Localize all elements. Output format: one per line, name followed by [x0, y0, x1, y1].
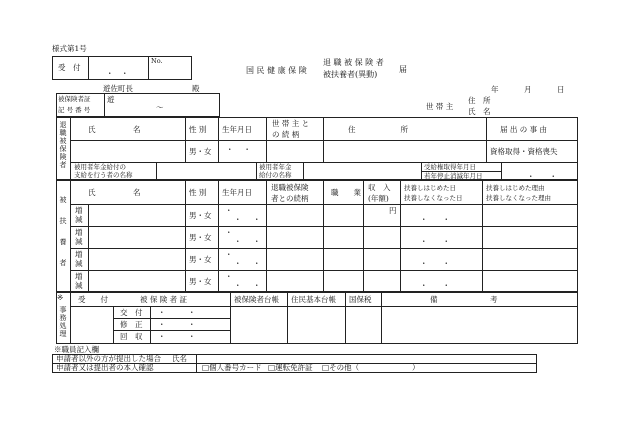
form-number: 様式第1号	[52, 44, 87, 53]
reception-no-label: No.	[151, 57, 163, 65]
office-side-label: 事務処理	[59, 306, 67, 338]
reception-label: 受 付	[58, 63, 81, 72]
pension-name-label-1: 被用者年金	[259, 163, 292, 171]
office-row-issue-marks: ・ ・	[158, 308, 196, 317]
dependent-row-2-increase: 増	[75, 228, 83, 237]
dependent-row-1-date-marks: ・ ・	[420, 215, 450, 224]
dependent-row-2-date-marks: ・ ・	[420, 237, 450, 246]
insured-header-reason: 届 出 の 事 由	[500, 125, 548, 134]
office-row-collect-marks: ・ ・	[158, 332, 196, 341]
dependents-header-reason-1: 扶養しはじめた理由	[486, 184, 545, 192]
dependents-header-start-date-1: 扶養しはじめた日	[404, 184, 456, 192]
dependents-header-relation-1: 退職被保険	[271, 183, 309, 192]
householder-name-label: 氏 名	[468, 107, 491, 116]
certificate-tilde: ～	[156, 103, 164, 112]
date-month: 月	[524, 85, 532, 94]
income-unit: 円	[389, 206, 397, 215]
office-header-ledger: 被保険者台帳	[234, 295, 279, 304]
office-row-fix-label: 修 正	[120, 320, 143, 329]
dependent-row-1-increase: 増	[75, 206, 83, 215]
staff-note: ※職員記入欄	[54, 345, 99, 354]
certificate-prefix: 遊	[107, 95, 115, 104]
applicant-label: 申請者以外の方が提出した場合	[56, 354, 161, 363]
dependents-header-name: 氏 名	[88, 188, 141, 197]
dependent-row-4-gender: 男・女	[189, 277, 212, 286]
id-check-option-other[interactable]: □その他（	[322, 363, 360, 372]
dependents-header-income-1: 収 入	[368, 183, 391, 192]
date-year: 年	[491, 85, 499, 94]
form-page: 様式第1号 受 付 ・ ・ No. 遊佐町長 殿 国 民 健 康 保 険 退 職 被 保 険 者 被扶養者(異動) 届 年 月 日 被保険者証 記 号 番 号 遊 ～ 世 帯 主 住 所 氏 名 退職被保険者 氏 名 性 別 生年月日 世 帯 主 と の 続 柄 住 所 届 出 の 事 由 男・女 ・ ・ 資格取得・資格喪失 被用者年金給付の 支給を行う者の名称 被用者年金 給付の名称 受給権取得年月日 若年停止消滅年月日 ・ ・ 被扶養者 氏 名 性 別 生年月日 退職被保険 者との続柄 職 業 収 入 (年額) 扶養しはじめた日 扶養しなくなった日 扶養しはじめた理由 扶養しなくなった理由 円 増 減 男・女 ・ ・ ・ ・ ・ 増 減 男・女 ・ ・ ・ ・ ・ 増 減 男・女 ・ ・ ・ ・ ・ 増 減 男・女 ・ ・ ・ ・ ・ ※ 事務処理 受 付 被 保 険 者 証 被保険者台帳 住民基本台帳 国保税 備 考 交 付 ・ ・ 修 正 ・ ・ 回 収 ・ ・ ※職員記入欄 申請者以外の方が提出した場合 氏名 申請者又は提出者の本人確認 □個人番号カード □運転免許証 □その他（ ）	[0, 0, 630, 439]
office-header-certificate: 被 保 険 者 証	[140, 295, 188, 304]
dependent-row-3-date-marks: ・ ・	[420, 259, 450, 268]
insured-header-gender: 性 別	[189, 125, 207, 134]
pension-name-label-2: 給付の名称	[259, 171, 292, 179]
dependent-row-4-increase: 増	[75, 272, 83, 281]
dependents-header-gender: 性 別	[189, 188, 207, 197]
dependents-header-income-2: (年額)	[368, 194, 389, 203]
certificate-label-2: 記 号 番 号	[58, 106, 91, 114]
entitlement-date-label: 受給権取得年月日	[424, 163, 476, 171]
dependents-header-birthdate: 生年月日	[222, 188, 252, 197]
applicant-name-label: 氏名	[172, 354, 187, 363]
pension-stop-marks: ・ ・	[527, 172, 557, 181]
insured-header-address: 住 所	[348, 125, 408, 134]
dependent-row-2-decrease: 減	[75, 237, 83, 246]
certificate-label-1: 被保険者証	[58, 95, 91, 103]
office-row-issue-label: 交 付	[120, 308, 143, 317]
dependent-row-2-gender: 男・女	[189, 233, 212, 242]
insured-gender: 男・女	[189, 147, 212, 156]
office-row-collect-label: 回 収	[120, 332, 143, 341]
dependent-row-1-decrease: 減	[75, 215, 83, 224]
form-title-suffix: 届	[399, 65, 407, 74]
insured-header-relation-1: 世 帯 主 と	[272, 119, 310, 128]
dependents-side-label: 被扶養者	[59, 196, 67, 280]
householder-address-label: 住 所	[468, 96, 491, 105]
dependents-header-start-date-2: 扶養しなくなった日	[404, 194, 463, 202]
office-header-reception: 受 付	[78, 295, 108, 304]
insured-birth-marks: ・ ・	[226, 145, 251, 154]
office-header-resident-ledger: 住民基本台帳	[291, 295, 336, 304]
pension-stop-label: 若年停止消滅年月日	[424, 172, 483, 180]
insured-header-birthdate: 生年月日	[222, 125, 252, 134]
office-row-fix-marks: ・ ・	[158, 320, 196, 329]
date-day: 日	[557, 85, 565, 94]
form-title-line1: 退 職 被 保 険 者	[323, 58, 384, 67]
id-check-option-other-close: ）	[412, 363, 420, 372]
id-check-option-license[interactable]: □運転免許証	[268, 363, 313, 372]
dependent-row-3-gender: 男・女	[189, 255, 212, 264]
dependent-row-1-gender: 男・女	[189, 211, 212, 220]
dependent-row-4-decrease: 減	[75, 281, 83, 290]
addressee-name: 遊佐町長	[103, 84, 133, 93]
dependents-header-reason-2: 扶養しなくなった理由	[486, 194, 551, 202]
insured-reasons: 資格取得・資格喪失	[490, 147, 558, 156]
id-check-option-mynumber[interactable]: □個人番号カード	[202, 363, 262, 372]
addressee-honorific: 殿	[192, 84, 200, 93]
pension-label-1: 被用者年金給付の	[74, 163, 126, 171]
reception-date-marks: ・ ・	[106, 69, 129, 78]
office-header-pension: 国保税	[349, 295, 372, 304]
form-title-line2: 被扶養者(異動)	[323, 70, 378, 79]
dependent-row-3-increase: 増	[75, 250, 83, 259]
office-header-notes: 備 考	[430, 295, 498, 304]
dependent-row-3-decrease: 減	[75, 259, 83, 268]
dependents-header-relation-2: 者との続柄	[271, 194, 309, 203]
form-title-main: 国 民 健 康 保 険	[246, 66, 307, 75]
dependent-row-4-date-marks: ・ ・	[420, 281, 450, 290]
insured-header-relation-2: の 続 柄	[272, 130, 300, 139]
insured-side-label: 退職被保険者	[59, 121, 67, 169]
office-mark: ※	[57, 293, 64, 302]
insured-header-name: 氏 名	[88, 125, 141, 134]
pension-label-2: 支給を行う者の名称	[74, 171, 133, 179]
householder-label: 世 帯 主	[426, 102, 454, 111]
id-check-label: 申請者又は提出者の本人確認	[56, 363, 154, 372]
dependents-header-occupation: 職 業	[331, 188, 361, 197]
